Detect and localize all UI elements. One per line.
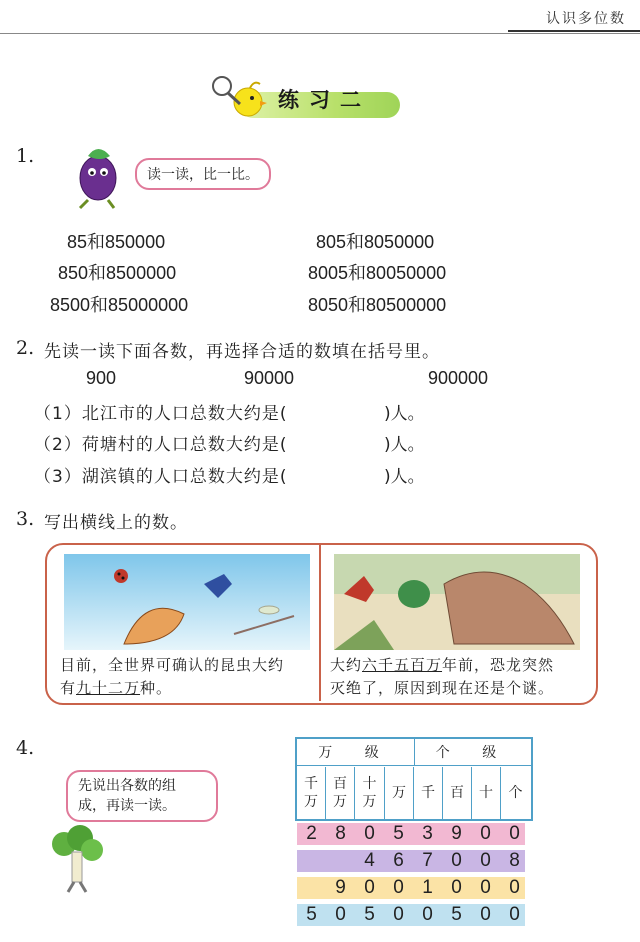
question-1-speech-bubble: 读一读，比一比。	[135, 158, 271, 190]
digit-cell: 0	[451, 850, 462, 871]
digit-cell: 8	[509, 850, 520, 871]
page-title: 练习二	[278, 88, 371, 112]
digit-cell: 1	[422, 877, 433, 898]
q1-pair-right-1: 805和8050000	[316, 232, 435, 252]
col-shi: 十	[472, 767, 501, 819]
question-3-prompt: 写出横线上的数。	[44, 513, 188, 533]
digit-cell: 9	[335, 877, 346, 898]
q1-pair-left-1: 85和850000	[67, 232, 166, 252]
chick-mascot-icon	[210, 72, 268, 120]
digit-cell: 9	[451, 823, 462, 844]
digit-cell: 0	[393, 877, 404, 898]
digit-cell: 7	[422, 850, 433, 871]
dinosaur-caption-line-1: 大约六千五百万年前，恐龙突然	[330, 656, 555, 674]
chapter-tag: 认识多位数	[546, 11, 626, 27]
digit-cell: 0	[509, 904, 520, 925]
q1-pair-left-2: 850和8500000	[58, 263, 177, 283]
col-bai: 百	[443, 767, 472, 819]
number-row	[297, 850, 525, 872]
q2-item-2-suffix: )人。	[384, 435, 425, 455]
digit-cell: 0	[393, 904, 404, 925]
digit-cell: 0	[480, 850, 491, 871]
question-4-speech-bubble: 先说出各数的组 成，再读一读。	[66, 770, 218, 822]
digit-cell: 0	[422, 904, 433, 925]
question-2-number: 2.	[16, 337, 35, 359]
years-underlined: 六千五百万	[362, 656, 443, 674]
insects-illustration	[64, 554, 310, 650]
digit-cell: 5	[451, 904, 462, 925]
q2-item-1-suffix: )人。	[384, 404, 425, 424]
q1-pair-right-2: 8005和80050000	[308, 263, 447, 283]
q1-pair-right-3: 8050和80500000	[308, 295, 447, 315]
digit-cell: 5	[364, 904, 375, 925]
q1-pair-left-3: 8500和85000000	[50, 295, 189, 315]
cauliflower-mascot-icon	[44, 822, 108, 894]
choice-900000: 900000	[428, 368, 489, 388]
digit-cell: 0	[364, 877, 375, 898]
eggplant-mascot-icon	[62, 138, 132, 210]
place-value-table	[295, 737, 533, 821]
digit-cell: 4	[364, 850, 375, 871]
q2-item-1-label: （1）北江市的人口总数大约是(	[34, 404, 288, 424]
insect-caption-line-1: 目前，全世界可确认的昆虫大约	[60, 656, 285, 674]
digit-cell: 0	[451, 877, 462, 898]
digit-cell: 5	[393, 823, 404, 844]
digit-cell: 8	[335, 823, 346, 844]
digit-cell: 6	[393, 850, 404, 871]
digit-cell: 0	[480, 823, 491, 844]
digit-cell: 2	[306, 823, 317, 844]
digit-cell: 0	[480, 877, 491, 898]
question-1-number: 1.	[16, 145, 35, 167]
col-baiwan: 百 万	[326, 767, 355, 819]
q2-item-3-suffix: )人。	[384, 467, 425, 487]
question-3-number: 3.	[16, 508, 35, 530]
group-wan: 万 级	[297, 739, 415, 765]
dinosaurs-illustration	[334, 554, 580, 650]
col-ge: 个	[508, 785, 523, 801]
q2-item-3-label: （3）湖滨镇的人口总数大约是(	[34, 467, 288, 487]
q2-item-2-label: （2）荷塘村的人口总数大约是(	[34, 435, 288, 455]
header-rule	[0, 33, 640, 34]
question-2-prompt: 先读一读下面各数，再选择合适的数填在括号里。	[44, 342, 440, 362]
col-qian: 千	[414, 767, 443, 819]
digit-cell: 0	[364, 823, 375, 844]
choice-900: 900	[86, 368, 117, 388]
col-wan: 万	[385, 767, 414, 819]
number-row	[297, 904, 525, 926]
insect-count-underlined: 九十二万	[76, 679, 141, 697]
digit-cell: 0	[509, 823, 520, 844]
col-qianwan: 千 万	[297, 767, 326, 819]
digit-cell: 0	[335, 904, 346, 925]
digit-cell: 5	[306, 904, 317, 925]
digit-cell: 3	[422, 823, 433, 844]
digit-cell: 0	[480, 904, 491, 925]
group-ge: 个 级	[435, 745, 511, 761]
dinosaur-caption-line-2: 灭绝了，原因到现在还是个谜。	[330, 679, 555, 697]
number-row	[297, 877, 525, 899]
picture-divider	[319, 545, 321, 701]
col-shiwan: 十 万	[355, 767, 385, 819]
insect-caption-line-2: 有九十二万种。	[60, 679, 173, 697]
digit-cell: 0	[509, 877, 520, 898]
number-row	[297, 823, 525, 845]
header-tag-underline	[508, 30, 640, 32]
choice-90000: 90000	[244, 368, 295, 388]
question-4-number: 4.	[16, 737, 35, 759]
